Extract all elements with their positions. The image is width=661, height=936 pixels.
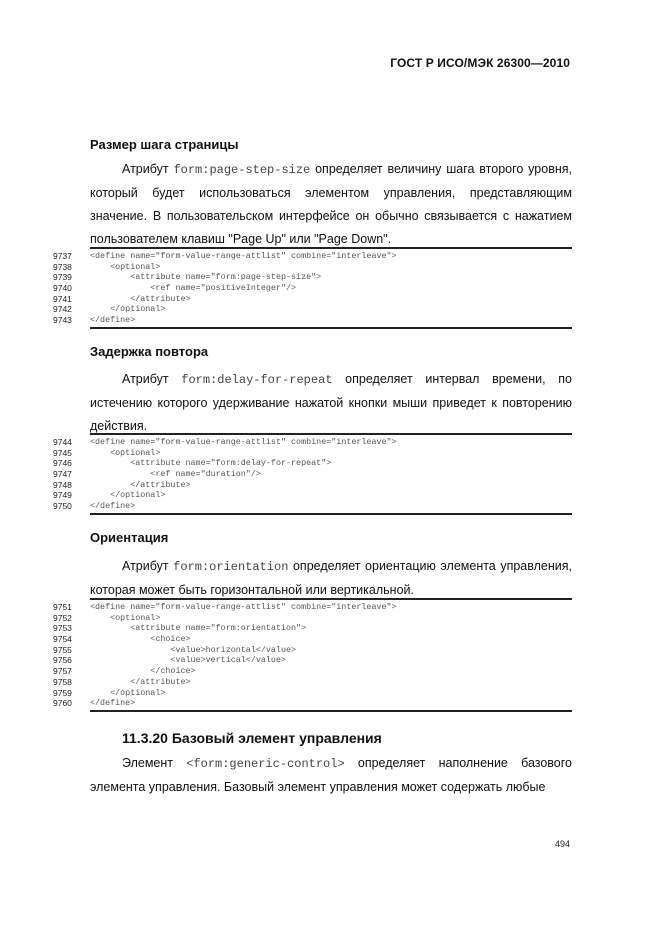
code-text: </define> xyxy=(90,501,136,512)
paragraph-step-code: form:page-step-size xyxy=(173,163,311,177)
code-line xyxy=(53,261,572,273)
section-title-delay: Задержка повтора xyxy=(90,344,209,359)
code-line xyxy=(53,272,572,283)
code-line xyxy=(53,458,572,469)
line-number: 9760 xyxy=(53,698,72,709)
paragraph-step-body: определяет величину шага второго уровня, который будет использоваться элементом управления, представляющим значение. В пользовательском интерфейсе он обычно связывается с нажатием пользователем клавиш "Page Up" или "Page Down". xyxy=(90,162,572,246)
paragraph-orientation xyxy=(90,555,572,602)
code-line xyxy=(53,315,572,326)
section-title-generic: 11.3.20 Базовый элемент управления xyxy=(122,730,382,746)
code-text: </define> xyxy=(90,315,136,326)
code-text: </attribute> xyxy=(90,479,191,490)
line-number: 9754 xyxy=(53,634,72,645)
line-number: 9744 xyxy=(53,437,72,447)
line-number: 9748 xyxy=(53,479,72,490)
line-number: 9737 xyxy=(53,251,72,261)
paragraph-delay-lead: Атрибут xyxy=(122,372,169,386)
code-block-delay xyxy=(53,433,572,515)
line-number: 9755 xyxy=(53,644,72,655)
paragraph-step-lead: Атрибут xyxy=(122,162,169,176)
paragraph-generic-body: определяет наполнение базового элемента управления. Базовый элемент управления может содержать любые xyxy=(90,756,572,794)
code-line xyxy=(53,469,572,480)
line-number: 9746 xyxy=(53,458,72,469)
line-number: 9749 xyxy=(53,490,72,501)
code-text: <attribute name="form:orientation"> xyxy=(90,623,307,634)
paragraph-delay-body: определяет интервал времени, по истечению которого удерживание нажатой кнопки мыши приведет к повторению действия. xyxy=(90,372,572,433)
code-text: <optional> xyxy=(90,261,161,272)
line-number: 9740 xyxy=(53,283,72,294)
code-line xyxy=(53,676,572,688)
paragraph-orientation-code: form:orientation xyxy=(173,560,289,574)
code-text: <choice> xyxy=(90,634,191,645)
line-number: 9743 xyxy=(53,315,72,326)
code-text: </optional> xyxy=(90,490,166,501)
code-line xyxy=(53,501,572,512)
code-line xyxy=(53,655,572,666)
code-text: <attribute name="form:delay-for-repeat"> xyxy=(90,458,332,469)
code-text: <ref name="positiveInteger"/> xyxy=(90,283,297,294)
code-text: </optional> xyxy=(90,304,166,315)
code-text: <value>horizontal</value> xyxy=(90,644,297,655)
code-line xyxy=(53,666,572,677)
code-text: <optional> xyxy=(90,447,161,458)
code-line xyxy=(53,612,572,624)
line-number: 9756 xyxy=(53,655,72,666)
code-line xyxy=(53,283,572,294)
code-line xyxy=(53,293,572,305)
code-line xyxy=(53,644,572,656)
line-number: 9752 xyxy=(53,612,72,623)
line-number: 9738 xyxy=(53,261,72,272)
line-number: 9757 xyxy=(53,666,72,677)
code-text: </choice> xyxy=(90,666,196,677)
paragraph-generic xyxy=(90,752,572,799)
code-line xyxy=(53,602,572,613)
line-number: 9753 xyxy=(53,623,72,634)
code-line xyxy=(53,304,572,315)
code-text: <ref name="duration"/> xyxy=(90,469,261,480)
code-line xyxy=(53,437,572,448)
line-number: 9751 xyxy=(53,602,72,612)
code-text: </optional> xyxy=(90,687,166,698)
code-text: <define name="form-value-range-attlist" combine="interleave"> xyxy=(90,437,397,447)
code-text: <optional> xyxy=(90,612,161,623)
code-line xyxy=(53,251,572,262)
code-line xyxy=(53,447,572,459)
page-number: 494 xyxy=(555,839,571,849)
code-text: <attribute name="form:page-step-size"> xyxy=(90,272,322,283)
paragraph-generic-code: <form:generic-control> xyxy=(186,757,345,771)
line-number: 9742 xyxy=(53,304,72,315)
code-text: </attribute> xyxy=(90,293,191,304)
line-number: 9759 xyxy=(53,687,72,698)
paragraph-orientation-lead: Атрибут xyxy=(122,559,169,573)
paragraph-generic-lead: Элемент xyxy=(122,756,173,770)
code-text: </define> xyxy=(90,698,136,709)
code-line xyxy=(53,490,572,501)
section-title-step: Размер шага страницы xyxy=(90,137,239,152)
line-number: 9741 xyxy=(53,293,72,304)
section-title-orientation: Ориентация xyxy=(90,530,169,545)
line-number: 9745 xyxy=(53,447,72,458)
code-line xyxy=(53,698,572,709)
paragraph-delay-code: form:delay-for-repeat xyxy=(181,373,333,387)
code-line xyxy=(53,634,572,645)
code-block-step xyxy=(53,247,572,329)
paragraph-orientation-body: определяет ориентацию элемента управления, которая может быть горизонтальной или вертикальной. xyxy=(90,559,572,597)
paragraph-delay xyxy=(90,368,572,438)
code-line xyxy=(53,623,572,634)
code-block-orientation xyxy=(53,598,572,712)
line-number: 9750 xyxy=(53,501,72,512)
line-number: 9739 xyxy=(53,272,72,283)
line-number: 9758 xyxy=(53,676,72,687)
line-number: 9747 xyxy=(53,469,72,480)
code-text: </attribute> xyxy=(90,676,191,687)
code-line xyxy=(53,479,572,491)
code-text: <define name="form-value-range-attlist" combine="interleave"> xyxy=(90,602,397,612)
code-text: <value>vertical</value> xyxy=(90,655,287,666)
document-header: ГОСТ Р ИСО/МЭК 26300—2010 xyxy=(390,56,570,70)
paragraph-step xyxy=(90,158,572,251)
code-text: <define name="form-value-range-attlist" combine="interleave"> xyxy=(90,251,397,261)
code-line xyxy=(53,687,572,699)
